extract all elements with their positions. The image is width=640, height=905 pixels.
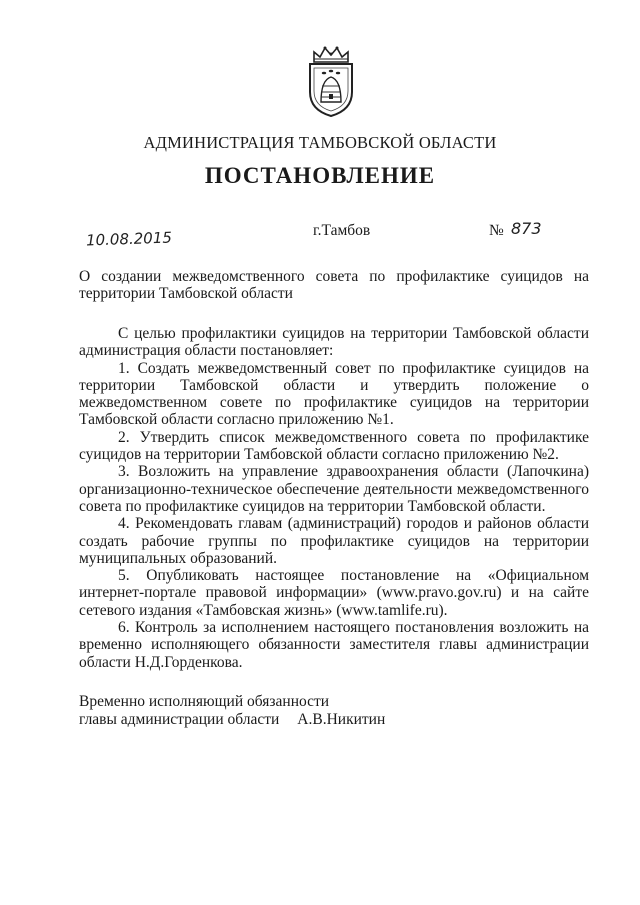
document-subject: О создании межведомственного совета по профилактике суицидов на территории Тамбовской области [79,268,589,302]
organization-title: АДМИНИСТРАЦИЯ ТАМБОВСКОЙ ОБЛАСТИ [143,133,497,152]
signature-position-line2 [79,711,385,729]
body-paragraph: 1. Создать межведомственный совет по профилактике суицидов на территории Тамбовской области и утвердить положение о межведомственном совете по профилактике суицидов на территории Тамбовской области согласно приложению №1. [79,359,589,429]
signature-position-line1: Временно исполняющий обязанности [79,693,330,710]
body-paragraph: 3. Возложить на управление здравоохранения области (Лапочкина) организационно-техническое обеспечение деятельности межведомственного совета по профилактике суицидов на территории Тамбовской области. [79,463,589,515]
body-paragraph: 2. Утвердить список межведомственного совета по профилактике суицидов на территории Тамбовской области согласно приложению №2. [79,428,589,464]
signatory-name: А.В.Никитин [297,710,386,728]
document-number: 873 [511,219,542,238]
coat-of-arms-icon [302,44,360,118]
document-body [79,325,589,671]
document-city: г.Тамбов [313,222,371,239]
body-paragraph: С целью профилактики суицидов на территории Тамбовской области администрация области постановляет: [79,325,589,360]
document-number-label: № [489,222,504,239]
document-date: 10.08.2015 [85,228,173,250]
signature-block [79,693,385,728]
body-paragraph: 5. Опубликовать настоящее постановление на «Официальном интернет-портале правовой информации» (www.pravo.gov.ru) и на сайте сетевого издания «Тамбовская жизнь» (www.tamlife.ru). [79,567,589,619]
signature-position-text: главы администрации области [79,710,280,728]
body-paragraph: 6. Контроль за исполнением настоящего постановления возложить на временно исполняющего обязанности заместителя главы администрации области Н.Д.Горденкова. [79,619,589,671]
body-paragraph: 4. Рекомендовать главам (администраций) городов и районов области создать рабочие группы по профилактике суицидов на территории муниципальных образований. [79,515,589,567]
document-type-title: ПОСТАНОВЛЕНИЕ [204,163,436,188]
